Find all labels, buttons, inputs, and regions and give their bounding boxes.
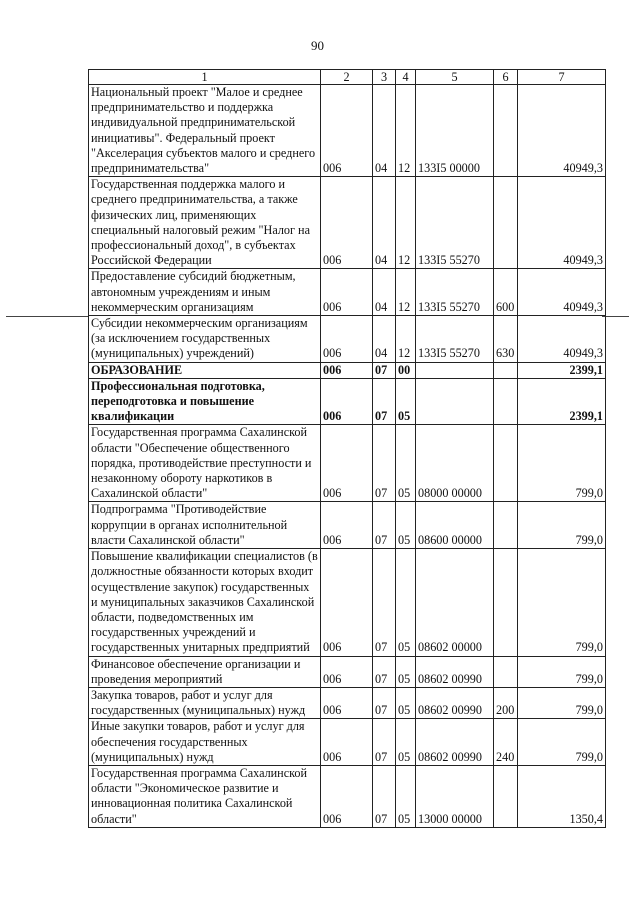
row-section-code: 04 [373,269,396,316]
row-target-article: 08602 00000 [416,549,494,656]
row-target-article [416,378,494,425]
table-row [89,765,606,827]
row-subsection-code: 12 [396,316,416,363]
row-subsection-code: 05 [396,687,416,718]
row-target-article: 08600 00000 [416,502,494,549]
row-amount: 2399,1 [518,378,606,425]
row-section-code: 07 [373,425,396,502]
table-row [89,502,606,549]
row-name: Предоставление субсидий бюджетным, автономным учреждениям и иным некоммерческим организациям [89,269,321,316]
header-cell: 6 [494,70,518,85]
row-section-code: 04 [373,177,396,269]
header-cell: 1 [89,70,321,85]
table-row [89,269,606,316]
row-name: Государственная поддержка малого и среднего предпринимательства, а также физических лиц, применяющих специальный налоговый режим "Налог на профессиональный доход", в субъектах Российской Федерации [89,177,321,269]
row-amount: 40949,3 [518,85,606,177]
header-cell: 3 [373,70,396,85]
row-target-article: 08602 00990 [416,687,494,718]
header-cell: 4 [396,70,416,85]
row-name: Субсидии некоммерческим организациям (за исключением государственных (муниципальных) учреждений) [89,316,321,363]
row-expense-type [494,656,518,687]
row-expense-type: 630 [494,316,518,363]
row-expense-type [494,502,518,549]
row-section-code: 07 [373,362,396,378]
row-amount: 1350,4 [518,765,606,827]
table-row [89,316,606,363]
row-amount: 2399,1 [518,362,606,378]
row-expense-type: 600 [494,269,518,316]
row-name: Национальный проект "Малое и среднее предпринимательство и поддержка индивидуальной предпринимательской инициативы". Федеральный проект "Акселерация субъектов малого и среднего предпринимательства" [89,85,321,177]
row-name: Государственная программа Сахалинской области "Обеспечение общественного порядка, противодействие преступности и незаконному обороту наркотиков в Сахалинской области" [89,425,321,502]
row-admin-code: 006 [321,316,373,363]
row-expense-type [494,378,518,425]
table-row [89,656,606,687]
row-expense-type [494,765,518,827]
row-name: Финансовое обеспечение организации и проведения мероприятий [89,656,321,687]
table-row [89,177,606,269]
row-name: Подпрограмма "Противодействие коррупции в органах исполнительной власти Сахалинской области" [89,502,321,549]
row-target-article [416,362,494,378]
row-admin-code: 006 [321,502,373,549]
row-section-code: 07 [373,687,396,718]
row-target-article: 13000 00000 [416,765,494,827]
row-name: Государственная программа Сахалинской области "Экономическое развитие и инновационная политика Сахалинской области" [89,765,321,827]
row-amount: 799,0 [518,425,606,502]
table-row [89,425,606,502]
row-amount: 40949,3 [518,316,606,363]
row-subsection-code: 00 [396,362,416,378]
row-subsection-code: 12 [396,85,416,177]
row-expense-type [494,549,518,656]
header-cell: 2 [321,70,373,85]
row-expense-type: 200 [494,687,518,718]
cut-line-left [6,316,88,317]
header-cell: 7 [518,70,606,85]
row-expense-type [494,177,518,269]
row-section-code: 07 [373,549,396,656]
table-row [89,362,606,378]
row-section-code: 07 [373,378,396,425]
row-name: Закупка товаров, работ и услуг для государственных (муниципальных) нужд [89,687,321,718]
table-row [89,549,606,656]
row-target-article: 133I5 55270 [416,316,494,363]
row-subsection-code: 05 [396,549,416,656]
row-subsection-code: 05 [396,656,416,687]
row-subsection-code: 05 [396,502,416,549]
row-amount: 799,0 [518,549,606,656]
budget-table [88,69,606,828]
row-section-code: 07 [373,765,396,827]
row-subsection-code: 12 [396,269,416,316]
table-row [89,85,606,177]
row-admin-code: 006 [321,656,373,687]
row-subsection-code: 05 [396,378,416,425]
row-subsection-code: 05 [396,765,416,827]
row-amount: 40949,3 [518,177,606,269]
row-target-article: 133I5 55270 [416,269,494,316]
row-expense-type [494,425,518,502]
table-row [89,687,606,718]
row-amount: 799,0 [518,687,606,718]
row-target-article: 08602 00990 [416,656,494,687]
row-amount: 40949,3 [518,269,606,316]
row-name: ОБРАЗОВАНИЕ [89,362,321,378]
table-row [89,719,606,766]
row-admin-code: 006 [321,687,373,718]
row-subsection-code: 05 [396,719,416,766]
header-cell: 5 [416,70,494,85]
table-body [89,85,606,828]
row-admin-code: 006 [321,85,373,177]
row-name: Повышение квалификации специалистов (в должностные обязанности которых входит осуществление закупок) государственных и муниципальных заказчиков Сахалинской области, подведомственных им государственных учреждений и государственных унитарных предприятий [89,549,321,656]
row-target-article: 08000 00000 [416,425,494,502]
row-admin-code: 006 [321,378,373,425]
row-subsection-code: 12 [396,177,416,269]
table-header-row [89,70,606,85]
table-row [89,378,606,425]
row-name: Иные закупки товаров, работ и услуг для обеспечения государственных (муниципальных) нужд [89,719,321,766]
row-expense-type: 240 [494,719,518,766]
row-section-code: 07 [373,719,396,766]
row-amount: 799,0 [518,656,606,687]
row-admin-code: 006 [321,425,373,502]
row-admin-code: 006 [321,362,373,378]
row-expense-type [494,85,518,177]
row-target-article: 08602 00990 [416,719,494,766]
row-admin-code: 006 [321,765,373,827]
row-section-code: 04 [373,85,396,177]
row-admin-code: 006 [321,177,373,269]
row-expense-type [494,362,518,378]
row-target-article: 133I5 00000 [416,85,494,177]
row-amount: 799,0 [518,502,606,549]
page-number: 90 [311,38,324,53]
row-target-article: 133I5 55270 [416,177,494,269]
cut-line-right [602,316,629,317]
row-name: Профессиональная подготовка, переподготовка и повышение квалификации [89,378,321,425]
row-amount: 799,0 [518,719,606,766]
row-subsection-code: 05 [396,425,416,502]
row-admin-code: 006 [321,269,373,316]
row-admin-code: 006 [321,549,373,656]
row-section-code: 07 [373,656,396,687]
row-section-code: 04 [373,316,396,363]
row-section-code: 07 [373,502,396,549]
row-admin-code: 006 [321,719,373,766]
